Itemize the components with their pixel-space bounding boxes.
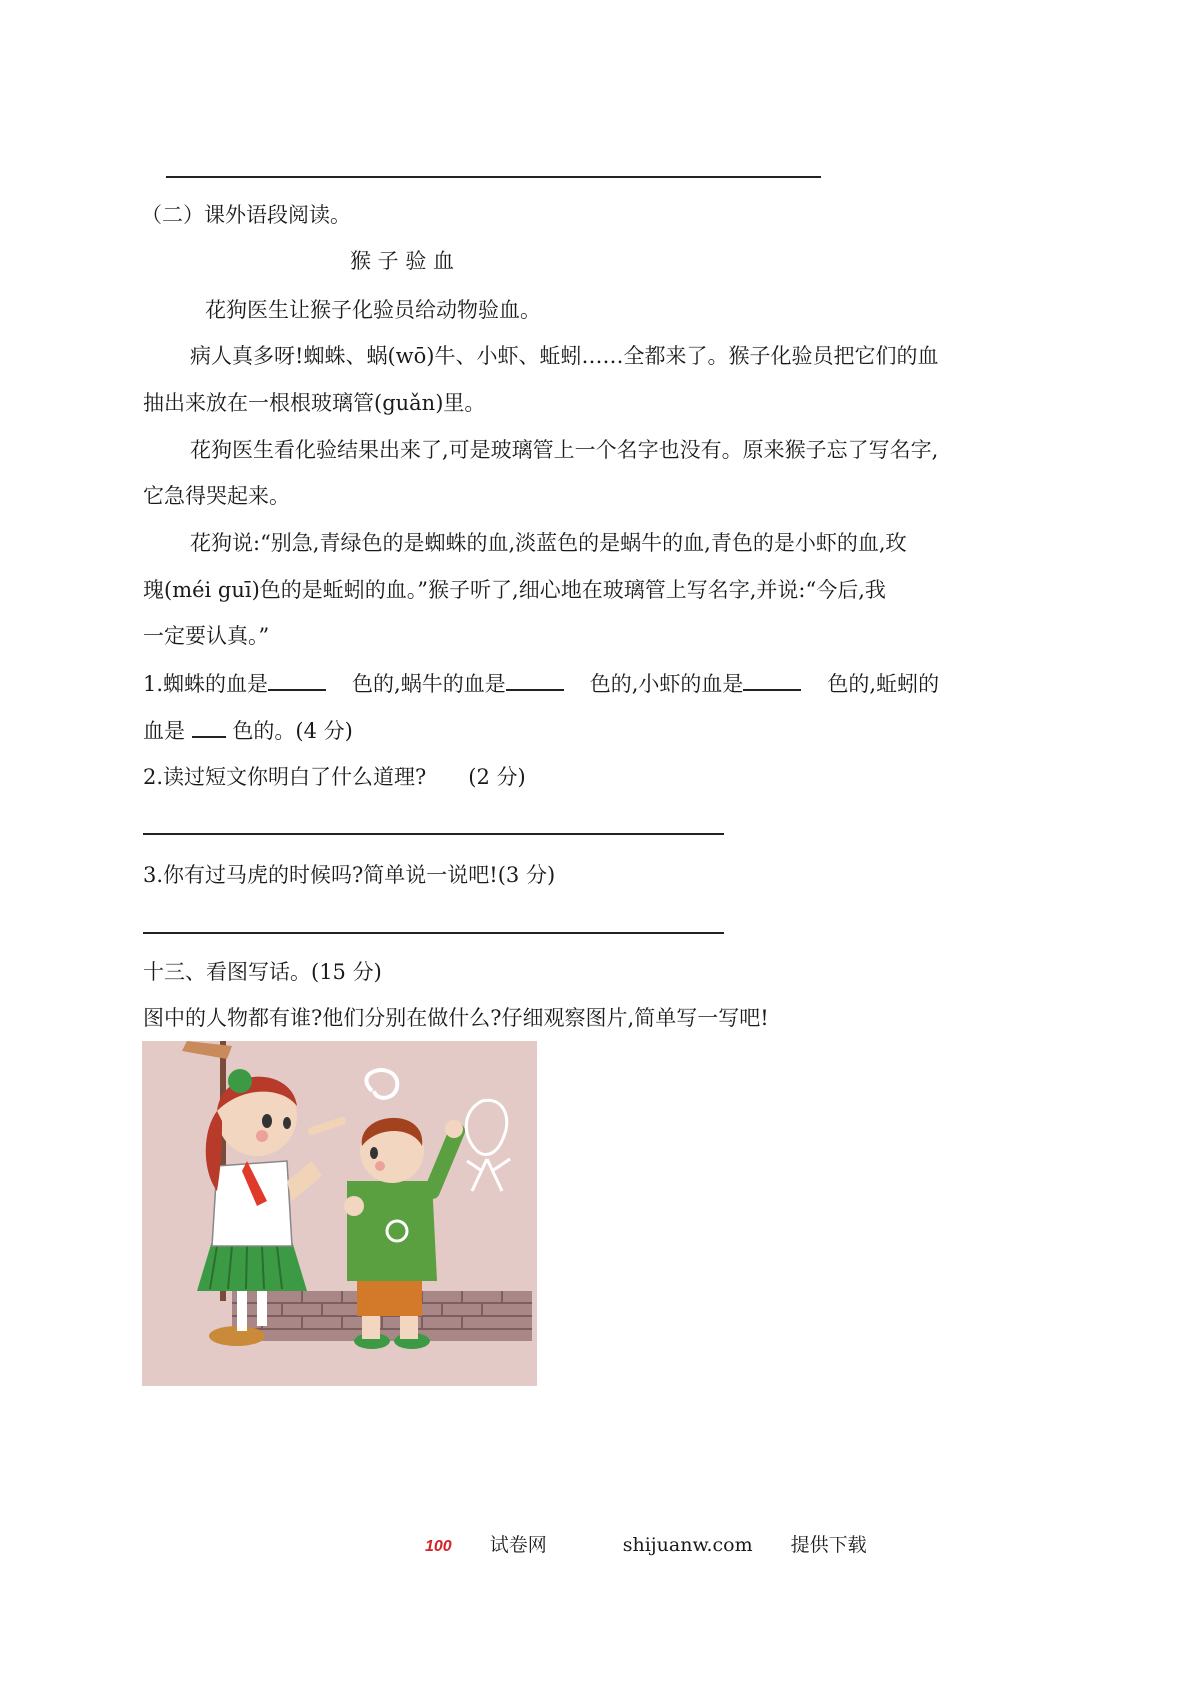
- question-1-line-1: [143, 669, 939, 698]
- answer-blank-spider[interactable]: [268, 669, 326, 691]
- question-1-line-2: [143, 716, 353, 745]
- answer-blank-snail[interactable]: [506, 669, 564, 691]
- q1-part-a: 1.蜘蛛的血是: [143, 672, 269, 696]
- q1-part-e: 血是: [143, 719, 185, 743]
- paragraph-4-line-1: 花狗说:“别急,青绿色的是蜘蛛的血,淡蓝色的是蜗牛的血,青色的是小虾的血,玫: [190, 531, 907, 555]
- question-2: [143, 763, 526, 791]
- paragraph-4-line-3: 一定要认真。”: [143, 624, 270, 648]
- answer-line-q3[interactable]: [143, 932, 724, 934]
- q1-part-b: 色的,蜗牛的血是: [352, 672, 506, 696]
- story-title: 猴 子 验 血: [350, 249, 455, 273]
- answer-line-q2[interactable]: [143, 833, 724, 835]
- paragraph-1: 花狗医生让猴子化验员给动物验血。: [205, 298, 541, 322]
- paragraph-3-line-1: 花狗医生看化验结果出来了,可是玻璃管上一个名字也没有。原来猴子忘了写名字,: [190, 438, 939, 462]
- q2-score: (2 分): [468, 765, 526, 789]
- logo-icon: 100: [425, 1538, 452, 1555]
- section-title: （二）课外语段阅读。: [141, 203, 351, 227]
- footer-logo: [425, 1534, 585, 1556]
- q1-part-f: 色的。(4 分): [232, 719, 353, 743]
- section-13-heading: 十三、看图写话。(15 分): [143, 960, 382, 984]
- section-13-prompt: 图中的人物都有谁?他们分别在做什么?仔细观察图片,简单写一写吧!: [143, 1006, 769, 1030]
- footer-logo-text: 试卷网: [489, 1534, 547, 1556]
- paragraph-2-line-1: 病人真多呀!蜘蛛、蜗(wō)牛、小虾、蚯蚓……全都来了。猴子化验员把它们的血: [190, 344, 939, 368]
- q1-part-d: 色的,蚯蚓的: [827, 672, 940, 696]
- question-3: 3.你有过马虎的时候吗?简单说一说吧!(3 分): [143, 863, 556, 887]
- footer-note: 提供下载: [790, 1534, 867, 1556]
- q1-part-c: 色的,小虾的血是: [589, 672, 744, 696]
- paragraph-4-line-2: 瑰(méi guī)色的是蚯蚓的血。”猴子听了,细心地在玻璃管上写名字,并说:“今后,我: [143, 578, 886, 602]
- illustration-girl-scolding-boy: [142, 1041, 537, 1386]
- answer-blank-shrimp[interactable]: [743, 669, 801, 691]
- answer-blank-earthworm[interactable]: [192, 716, 226, 738]
- q2-text: 2.读过短文你明白了什么道理?: [143, 765, 427, 789]
- answer-line-top: [166, 176, 821, 178]
- paragraph-3-line-2: 它急得哭起来。: [143, 484, 290, 508]
- paragraph-2-line-2: 抽出来放在一根根玻璃管(guǎn)里。: [143, 391, 486, 415]
- footer: [425, 1530, 905, 1557]
- footer-site-link[interactable]: shijuanw.com: [622, 1534, 753, 1556]
